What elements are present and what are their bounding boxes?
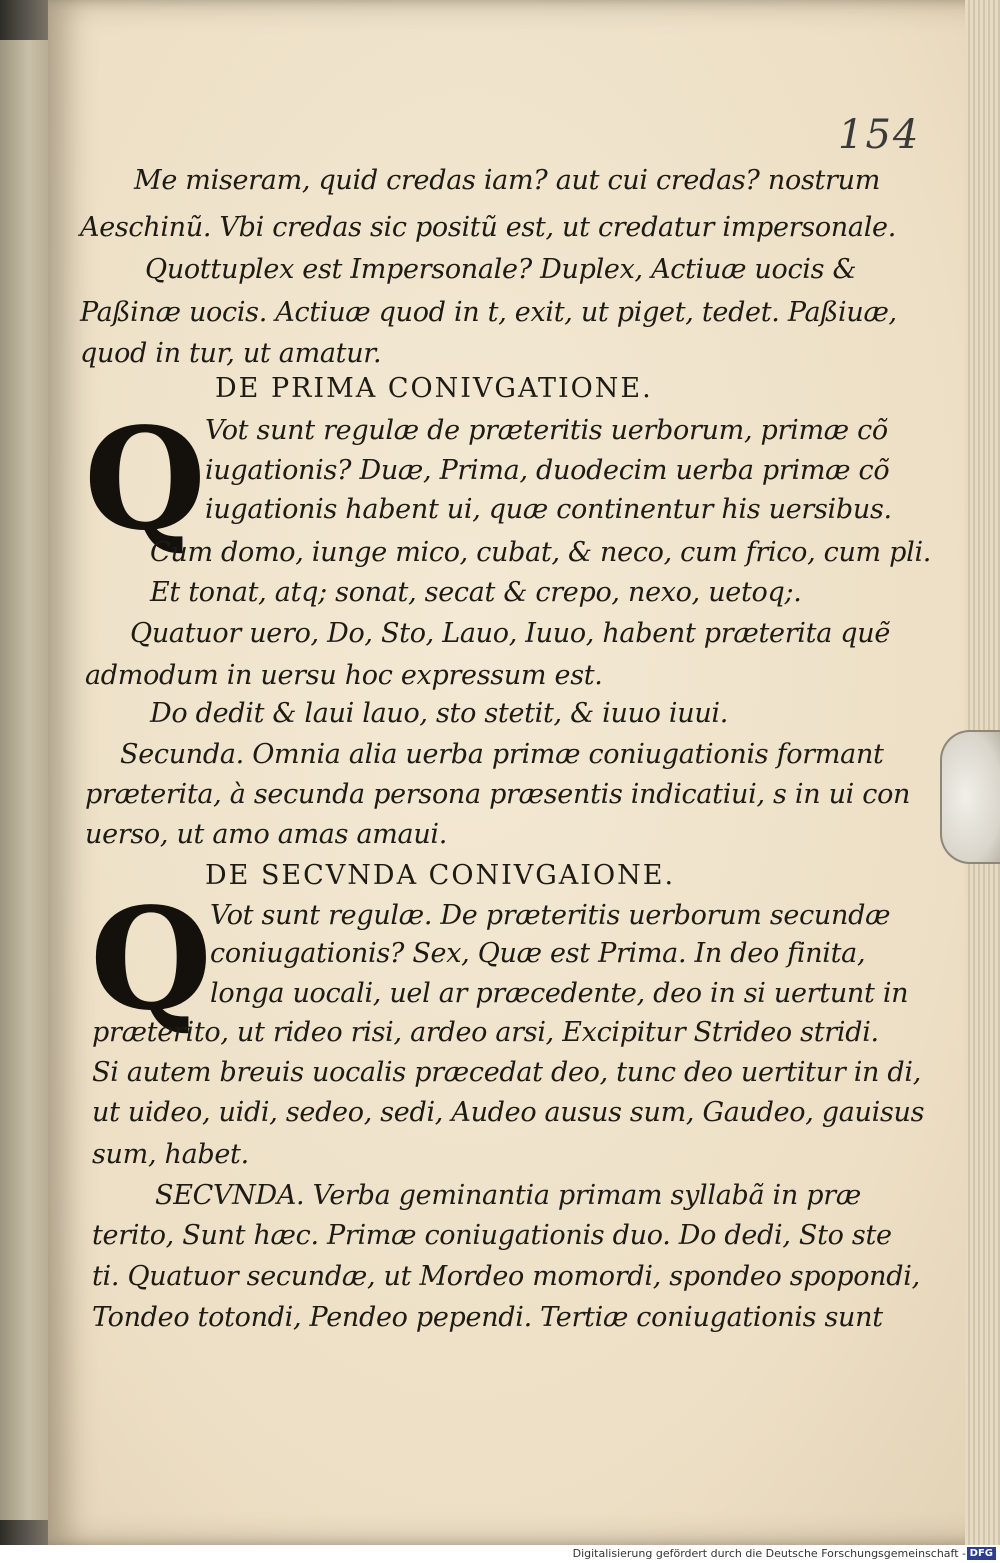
text-line: Vot sunt regulæ de præteritis uerborum, primæ cõ [205, 415, 888, 446]
section-heading: DE SECVNDA CONIVGAIONE. [205, 860, 676, 891]
text-line: Do dedit & laui lauo, sto stetit, & iuuo iuui. [150, 698, 729, 729]
page-clip [940, 730, 1000, 864]
text-line: SECVNDA. Verba geminantia primam syllabã in præ [155, 1180, 861, 1211]
text-line: Tondeo totondi, Pendeo pependi. Tertiæ coniugationis sunt [92, 1302, 883, 1333]
section-heading: DE PRIMA CONIVGATIONE. [215, 373, 653, 404]
text-line: Paßinæ uocis. Actiuæ quod in t, exit, ut piget, tedet. Paßiuæ, [80, 297, 897, 328]
text-line: iugationis? Duæ, Prima, duodecim uerba primæ cõ [205, 455, 890, 486]
text-line: longa uocali, uel ar præcedente, deo in si uertunt in [210, 978, 909, 1009]
text-line: sum, habet. [92, 1139, 249, 1170]
drop-cap: Q [90, 878, 212, 1042]
text-line: Vot sunt regulæ. De præteritis uerborum secundæ [210, 900, 891, 931]
text-line: quod in tur, ut amatur. [80, 338, 382, 369]
text-line: Cum domo, iunge mico, cubat, & neco, cum frico, cum pli. [150, 537, 932, 568]
text-line: Si autem breuis uocalis præcedat deo, tunc deo uertitur in di, [92, 1057, 922, 1088]
text-line: uerso, ut amo amas amaui. [85, 819, 448, 850]
text-line: ti. Quatuor secundæ, ut Mordeo momordi, spondeo spopondi, [92, 1261, 920, 1292]
text-line: ut uideo, uidi, sedeo, sedi, Audeo ausus sum, Gaudeo, gauisus [92, 1097, 925, 1128]
text-line: Quottuplex est Impersonale? Duplex, Actiuæ uocis & [145, 254, 857, 285]
left-page-strip [0, 40, 48, 1520]
text-line: Quatuor uero, Do, Sto, Lauo, Iuuo, habent præterita quẽ [130, 618, 891, 649]
text-line: Secunda. Omnia alia uerba primæ coniugationis formant [120, 739, 884, 770]
funding-credit: Digitalisierung gefördert durch die Deutsche Forschungsgemeinschaft - [572, 1547, 966, 1560]
text-line: præterito, ut rideo risi, ardeo arsi, Excipitur Strideo stridi. [92, 1017, 879, 1048]
text-line: præterita, à secunda persona præsentis indicatiui, s in ui con [85, 779, 911, 810]
text-line: coniugationis? Sex, Quæ est Prima. In deo finita, [210, 938, 866, 969]
text-line: admodum in uersu hoc expressum est. [85, 660, 603, 691]
drop-cap: Q [84, 398, 206, 562]
text-line: Et tonat, atq; sonat, secat & crepo, nexo, uetoq;. [150, 577, 802, 608]
text-line: Me miseram, quid credas iam? aut cui credas? nostrum [134, 165, 881, 196]
text-line: terito, Sunt hæc. Primæ coniugationis duo. Do dedi, Sto ste [92, 1220, 892, 1251]
folio-number: 154 [838, 112, 921, 158]
dfg-logo: DFG [967, 1547, 996, 1560]
text-line: iugationis habent ui, quæ continentur his uersibus. [205, 494, 892, 525]
text-line: Aeschinũ. Vbi credas sic positũ est, ut credatur impersonale. [80, 212, 896, 243]
